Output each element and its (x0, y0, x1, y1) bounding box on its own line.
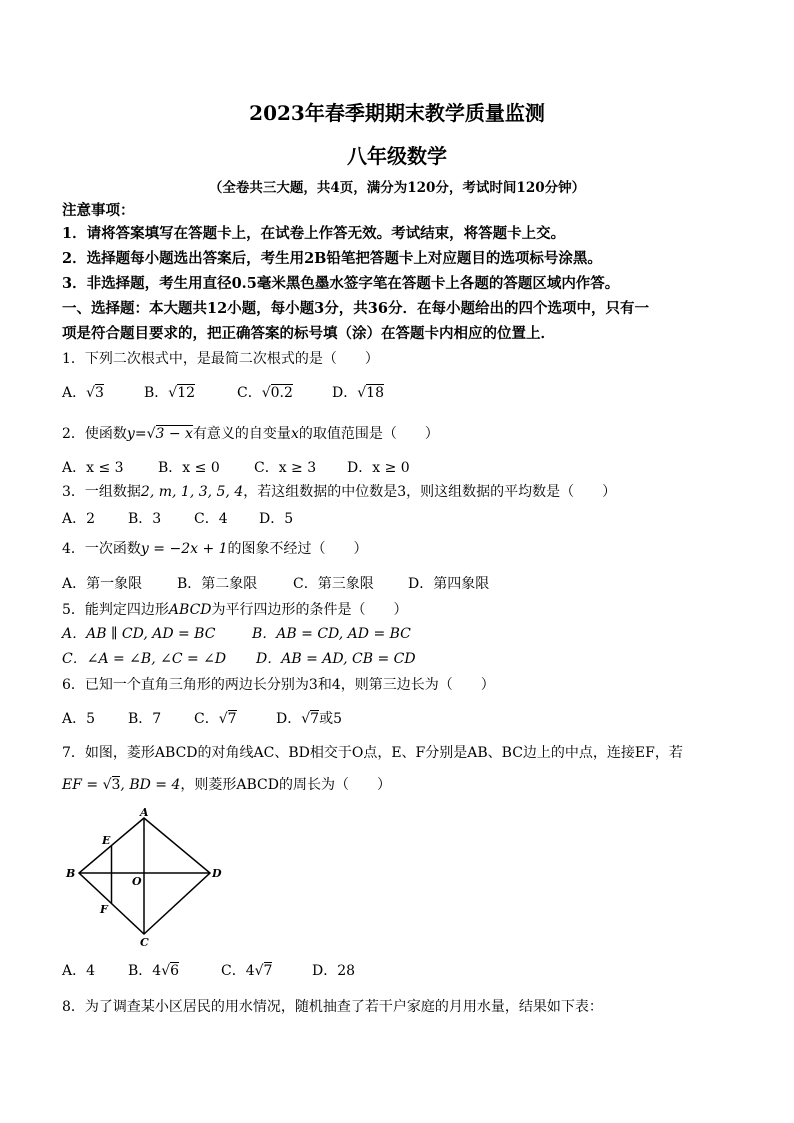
q3-option-d: D．5 (259, 511, 294, 527)
q2-option-c: C．x ≥ 3 (254, 460, 317, 476)
q7-option-a: A．4 (62, 963, 96, 979)
q4-option-c: C．第三象限 (293, 576, 374, 592)
q5-option-d: D．AB = AD, CB = CD (256, 651, 416, 667)
q6-stem: 6．已知一个直角三角形的两边长分别为3和4，则第三边长为（ ） (62, 677, 495, 693)
q2-option-d: D．x ≥ 0 (347, 460, 410, 476)
q7-option-b: B．4√6 (128, 963, 180, 979)
q7-line2: EF = √3, BD = 4，则菱形ABCD的周长为（ ） (62, 777, 391, 793)
q6-option-c: C．√7 (194, 711, 237, 727)
q2-stem: 2．使函数y=√3 − x有意义的自变量x的取值范围是（ ） (62, 426, 439, 442)
q5-option-b: B．AB = CD, AD = BC (252, 626, 411, 642)
q2-option-a: A．x ≤ 3 (62, 460, 124, 476)
q8-stem: 8．为了调查某小区居民的用水情况，随机抽查了若干户家庭的月用水量，结果如下表： (62, 999, 603, 1015)
section1-line2: 项是符合题目要求的，把正确答案的标号填（涂）在答题卡内相应的位置上． (62, 325, 555, 342)
notice-heading: 注意事项： (62, 202, 135, 219)
q1-option-c: C．√0.2 (237, 385, 293, 401)
q4-option-b: B．第二象限 (177, 576, 258, 592)
exam-info: （全卷共三大题，共4页，满分为120分，考试时间120分钟） (208, 180, 586, 196)
q6-option-a: A．5 (62, 711, 96, 727)
q3-option-a: A．2 (62, 511, 96, 527)
label-o: O (132, 875, 142, 888)
q1-option-b: B．√12 (144, 385, 196, 401)
q5-option-c: C．∠A = ∠B, ∠C = ∠D (62, 651, 227, 667)
label-a: A (140, 806, 149, 819)
q6-option-d: D．√7或5 (276, 711, 342, 727)
q4-stem: 4．一次函数y = −2x + 1的图象不经过（ ） (62, 541, 368, 557)
q3-stem: 3．一组数据2, m, 1, 3, 5, 4，若这组数据的中位数是3，则这组数据的平均数是（ ） (62, 484, 617, 500)
q7-option-d: D．28 (312, 963, 356, 979)
q5-option-a: A．AB ∥ CD, AD = BC (62, 626, 216, 642)
q4-option-a: A．第一象限 (62, 576, 143, 592)
q5-stem: 5．能判定四边形ABCD为平行四边形的条件是（ ） (62, 602, 408, 618)
label-b: B (66, 867, 76, 880)
q2-option-b: B．x ≤ 0 (158, 460, 220, 476)
section1-line1: 一、选择题：本大题共12小题，每小题3分，共36分．在每小题给出的四个选项中，只有一 (62, 300, 649, 317)
page-title: 2023年春季期期末教学质量监测 (249, 101, 545, 125)
q3-option-c: C．4 (194, 511, 228, 527)
notice-item-3: 3．非选择题，考生用直径0.5毫米黑色墨水签字笔在答题卡上各题的答题区域内作答。 (62, 275, 620, 292)
q7-option-c: C．4√7 (221, 963, 273, 979)
label-e: E (102, 834, 111, 847)
label-f: F (100, 903, 108, 916)
rhombus-figure (62, 806, 232, 948)
q1-option-a: A．√3 (62, 385, 104, 401)
label-c: C (140, 936, 149, 948)
notice-item-2: 2．选择题每小题选出答案后，考生用2B铅笔把答题卡上对应题目的选项标号涂黑。 (62, 250, 602, 267)
notice-item-1: 1．请将答案填写在答题卡上，在试卷上作答无效。考试结束，将答题卡上交。 (62, 225, 566, 242)
q1-stem: 1．下列二次根式中，是最简二次根式的是（ ） (62, 351, 379, 367)
q3-option-b: B．3 (128, 511, 162, 527)
q1-option-d: D．√18 (332, 385, 384, 401)
q6-option-b: B．7 (128, 711, 162, 727)
page-subtitle: 八年级数学 (347, 144, 447, 168)
q7-line1: 7．如图，菱形ABCD的对角线AC、BD相交于O点，E、F分别是AB、BC边上的中点，连接EF，若 (62, 745, 683, 761)
label-d: D (212, 867, 222, 880)
q4-option-d: D．第四象限 (408, 576, 490, 592)
